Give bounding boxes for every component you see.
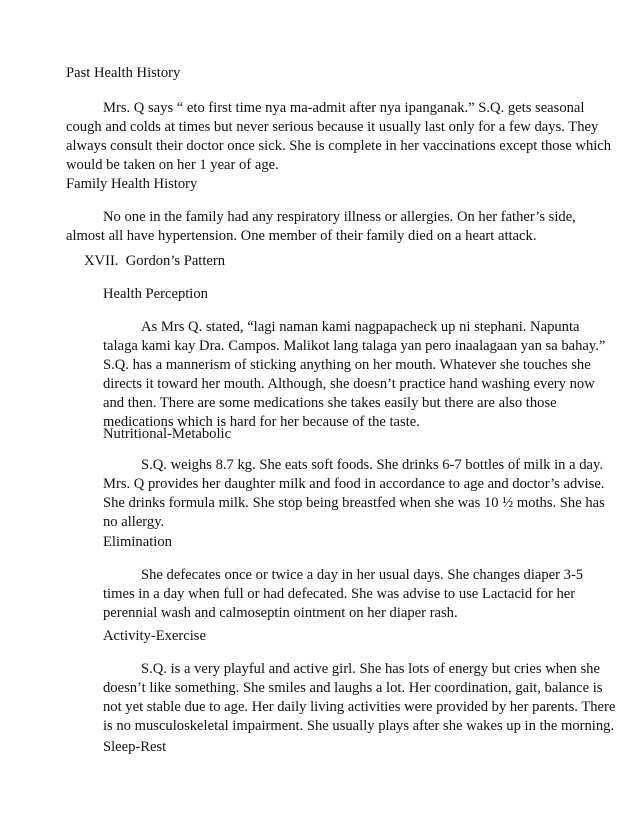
paragraph-line: S.Q. is a very playful and active girl. She has lots of energy but cries when she (141, 661, 600, 677)
subsection-heading-sleep-rest: Sleep-Rest (103, 739, 167, 755)
subsection-heading-activity-exercise: Activity-Exercise (103, 628, 206, 644)
paragraph-line: always consult their doctor once sick. She is complete in her vaccinations except those which (66, 138, 612, 154)
paragraph-line: Mrs. Q says “ eto first time nya ma-admit after nya ipanganak.” S.Q. gets seasonal (103, 100, 585, 116)
paragraph-line: She drinks formula milk. She stop being breastfed when she was 10 ½ moths. She has (103, 495, 605, 511)
paragraph-line: almost all have hypertension. One member of their family died on a heart attack. (66, 228, 537, 244)
paragraph-line: not yet stable due to age. Her daily living activities were provided by her parents. There (103, 699, 616, 715)
subsection-heading-health-perception: Health Perception (103, 286, 208, 302)
paragraph-line: As Mrs Q. stated, “lagi naman kami nagpapacheck up ni stephani. Napunta (141, 319, 580, 335)
paragraph-line: cough and colds at times but never serious because it usually last only for a few days. They (66, 119, 599, 135)
paragraph-line: No one in the family had any respiratory illness or allergies. On her father’s side, (103, 209, 576, 225)
paragraph-line: S.Q. has a mannerism of sticking anything on her mouth. Whatever she touches she (103, 357, 591, 373)
paragraph-line: times in a day when full or had defecated. She was advise to use Lactacid for her (103, 586, 576, 602)
paragraph-line: no allergy. (103, 514, 165, 530)
paragraph-line: would be taken on her 1 year of age. (66, 157, 279, 173)
subsection-heading-elimination: Elimination (103, 534, 172, 550)
section-heading-gordons-pattern: XVII. Gordon’s Pattern (84, 253, 226, 269)
paragraph-line: S.Q. weighs 8.7 kg. She eats soft foods. She drinks 6-7 bottles of milk in a day. (141, 457, 603, 473)
subsection-heading-nutritional-metabolic: Nutritional-Metabolic (103, 426, 232, 442)
paragraph-line: and then. There are some medications she takes easily but there are also those (103, 395, 557, 411)
section-heading-family-health-history: Family Health History (66, 176, 198, 192)
paragraph-line: She defecates once or twice a day in her usual days. She changes diaper 3-5 (141, 567, 584, 583)
paragraph-line: Mrs. Q provides her daughter milk and food in accordance to age and doctor’s advise. (103, 476, 605, 492)
paragraph-line: is no musculoskeletal impairment. She usually plays after she wakes up in the morning. (103, 718, 615, 734)
paragraph-line: medications which is hard for her because of the taste. (103, 414, 420, 430)
paragraph-line: doesn’t like something. She smiles and laughs a lot. Her coordination, gait, balance is (103, 680, 603, 696)
paragraph-line: directs it toward her mouth. Although, she doesn’t practice hand washing every now (103, 376, 595, 392)
paragraph-line: perennial wash and calmoseptin ointment on her diaper rash. (103, 605, 458, 621)
section-heading-past-health-history: Past Health History (66, 65, 181, 81)
paragraph-line: talaga kami kay Dra. Campos. Malikot lang talaga yan pero inaalagaan yan sa bahay.” (103, 338, 606, 354)
